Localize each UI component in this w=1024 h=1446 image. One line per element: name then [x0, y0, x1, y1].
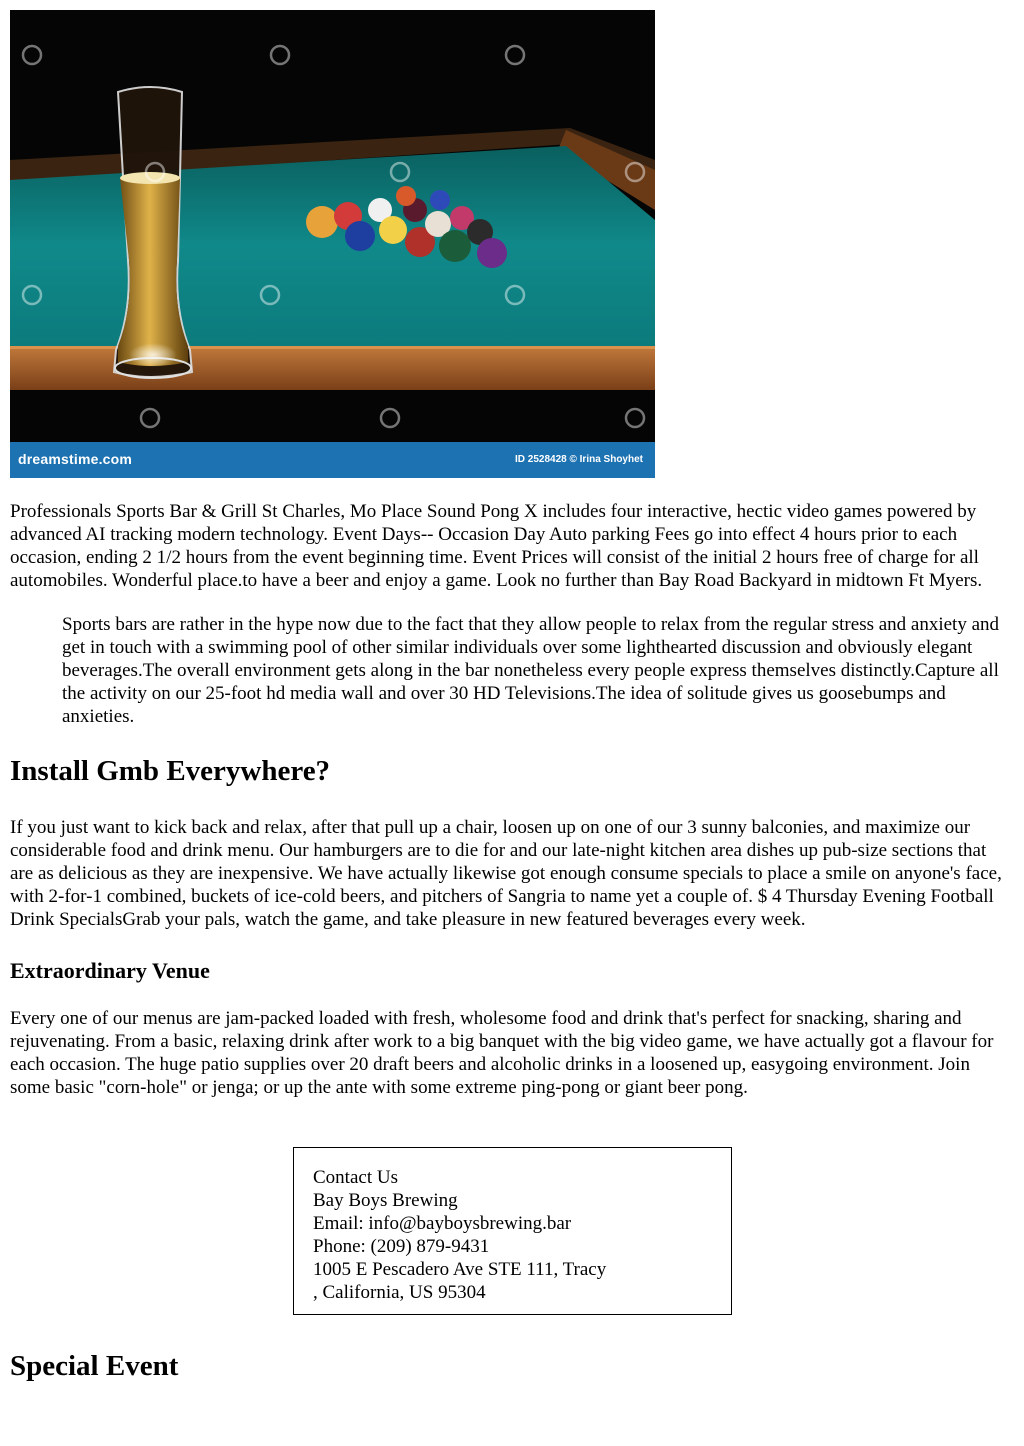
- blockquote: [62, 613, 1014, 728]
- contact-box: [293, 1147, 732, 1315]
- pool-table-felt: [10, 146, 655, 346]
- pool-table-rail: [10, 346, 655, 390]
- photo-credit: ID 2528428 © Irina Shoyhet: [515, 454, 643, 465]
- photo-footer-bar: [10, 442, 655, 478]
- contact-address-line1: 1005 E Pescadero Ave STE 111, Tracy: [313, 1259, 607, 1280]
- contact-business-name: Bay Boys Brewing: [313, 1190, 458, 1211]
- section-heading-extraordinary-venue: Extraordinary Venue: [10, 958, 210, 983]
- pool-table-beer-photo: [10, 10, 655, 478]
- contact-address-line2: , California, US 95304: [313, 1282, 486, 1303]
- contact-email: Email: info@bayboysbrewing.bar: [313, 1213, 572, 1234]
- section-heading-special-event: Special Event: [10, 1350, 179, 1382]
- contact-title: Contact Us: [313, 1167, 398, 1188]
- quote-paragraph: Sports bars are rather in the hype now due to the fact that they allow people to relax from the regular stress and anxiety and get in touch with a swimming pool of other similar individuals over some lighthearted discussion and obviously elegant beverages.The overall environment gets along in the bar nonetheless every people express themselves distinctly.Capture all the activity on our 25-foot hd media wall and over 30 HD Televisions.The idea of solitude gives us goosebumps and anxieties.: [62, 614, 1000, 727]
- contact-phone: Phone: (209) 879-9431: [313, 1236, 490, 1257]
- page: [10, 10, 1014, 1382]
- section-body-install-gmb: If you just want to kick back and relax, after that pull up a chair, loosen up on one of our 3 sunny balconies, and maximize our considerable food and drink menu. Our hamburgers are to die for and our late-night kitchen area dishes up pub-size sections that are as delicious as they are inexpensive. We have actually likewise got enough consume specials to place a smile on anyone's face, with 2-for-1 combined, buckets of ice-cold beers, and pitchers of Sangria to name yet a couple of. $ 4 Thursday Evening Football Drink SpecialsGrab your pals, watch the game, and take pleasure in new featured beverages every week.: [10, 817, 1002, 930]
- photo-brand: dreamstime.com: [18, 451, 133, 467]
- section-heading-install-gmb: Install Gmb Everywhere?: [10, 755, 331, 787]
- photo-illustration: [10, 10, 655, 442]
- section-body-extraordinary-venue: Every one of our menus are jam-packed loaded with fresh, wholesome food and drink that's perfect for snacking, sharing and rejuvenating. From a basic, relaxing drink after work to a big banquet with the big video game, we have actually got a flavour for each occasion. The huge patio supplies over 20 draft beers and alcoholic drinks in a loosened up, easygoing environment. Join some basic "corn-hole" or jenga; or up the ante with some extreme ping-pong or giant beer pong.: [10, 1008, 994, 1098]
- intro-paragraph: Professionals Sports Bar & Grill St Charles, Mo Place Sound Pong X includes four interactive, hectic video games powered by advanced AI tracking modern technology. Event Days-- Occasion Day Auto parking Fees go into effect 4 hours prior to each occasion, ending 2 1/2 hours from the event beginning time. Event Prices will consist of the initial 2 hours free of charge for all automobiles. Wonderful place.to have a beer and enjoy a game. Look no further than Bay Road Backyard in midtown Ft Myers.: [10, 501, 983, 591]
